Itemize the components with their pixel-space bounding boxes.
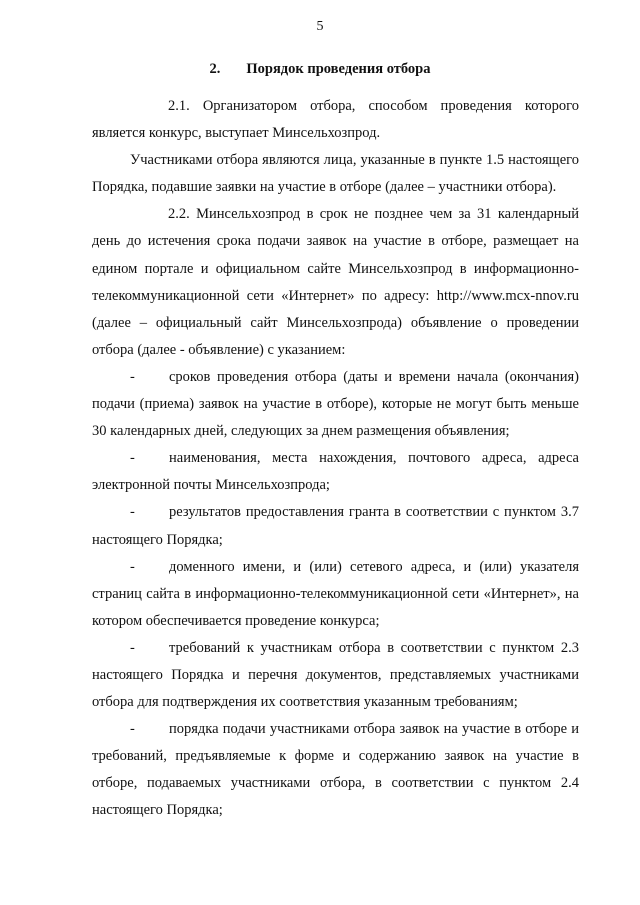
paragraph-2-2 xyxy=(92,201,579,364)
paragraph-number: 2.2. xyxy=(168,206,190,223)
section-heading xyxy=(0,61,640,78)
list-item-text: сроков проведения отбора (даты и времени начала (окончания) подачи (приема) заявок на участие в отборе), которые не могут быть меньше 30 календарных дней, следующих за днем размещения объявления; xyxy=(92,368,579,440)
list-dash: - xyxy=(130,504,135,521)
list-dash: - xyxy=(130,368,135,385)
list-item xyxy=(92,499,579,553)
paragraph-2-1 xyxy=(92,93,579,147)
list-dash: - xyxy=(130,639,135,656)
section-title: Порядок проведения отбора xyxy=(246,61,431,77)
list-item xyxy=(92,554,579,635)
list-item xyxy=(92,445,579,499)
list-item xyxy=(92,635,579,716)
paragraph-participants xyxy=(92,147,579,201)
list-item-text: доменного имени, и (или) сетевого адреса, и (или) указателя страниц сайта в информационно-телекоммуникационной сети «Интернет», на котором обеспечивается проведение конкурса; xyxy=(92,558,579,629)
document-body xyxy=(92,93,579,825)
list-item xyxy=(92,716,579,824)
list-item-text: наименования, места нахождения, почтового адреса, адреса электронной почты Минсельхозпрода; xyxy=(92,450,579,494)
list-item xyxy=(92,364,579,445)
paragraph-text: Минсельхозпрод в срок не позднее чем за 31 календарный день до истечения срока подачи заявок на участие в отборе, размещает на едином портале и официальном сайте Минсельхозпрод в информационно-телекоммуникационной сети «Интернет» по адресу: http://www.mcx-nnov.ru (далее – официальный сайт Минсельхозпрода) объявление о проведении отбора (далее - объявление) с указанием: xyxy=(92,206,579,358)
list-item-text: порядка подачи участниками отбора заявок на участие в отборе и требований, предъявляемые к форме и содержанию заявок на участие в отборе, подаваемых участниками отбора, в соответствии с пунктом 2.4 настоящего Порядка; xyxy=(92,721,579,819)
section-number: 2. xyxy=(209,61,221,77)
page-number: 5 xyxy=(316,19,324,34)
paragraph-text: Участниками отбора являются лица, указанные в пункте 1.5 настоящего Порядка, подавшие заявки на участие в отборе (далее – участники отбора). xyxy=(92,152,579,196)
list-item-text: требований к участникам отбора в соответствии с пунктом 2.3 настоящего Порядка и перечня документов, представляемых участниками отбора для подтверждения их соответствия указанным требованиям; xyxy=(92,639,579,711)
list-dash: - xyxy=(130,558,135,575)
list-dash: - xyxy=(130,721,135,738)
paragraph-text: Организатором отбора, способом проведения которого является конкурс, выступает Минсельхозпрод. xyxy=(92,98,579,142)
paragraph-number: 2.1. xyxy=(168,98,190,114)
list-dash: - xyxy=(130,450,135,467)
list-item-text: результатов предоставления гранта в соответствии с пунктом 3.7 настоящего Порядка; xyxy=(92,504,579,548)
